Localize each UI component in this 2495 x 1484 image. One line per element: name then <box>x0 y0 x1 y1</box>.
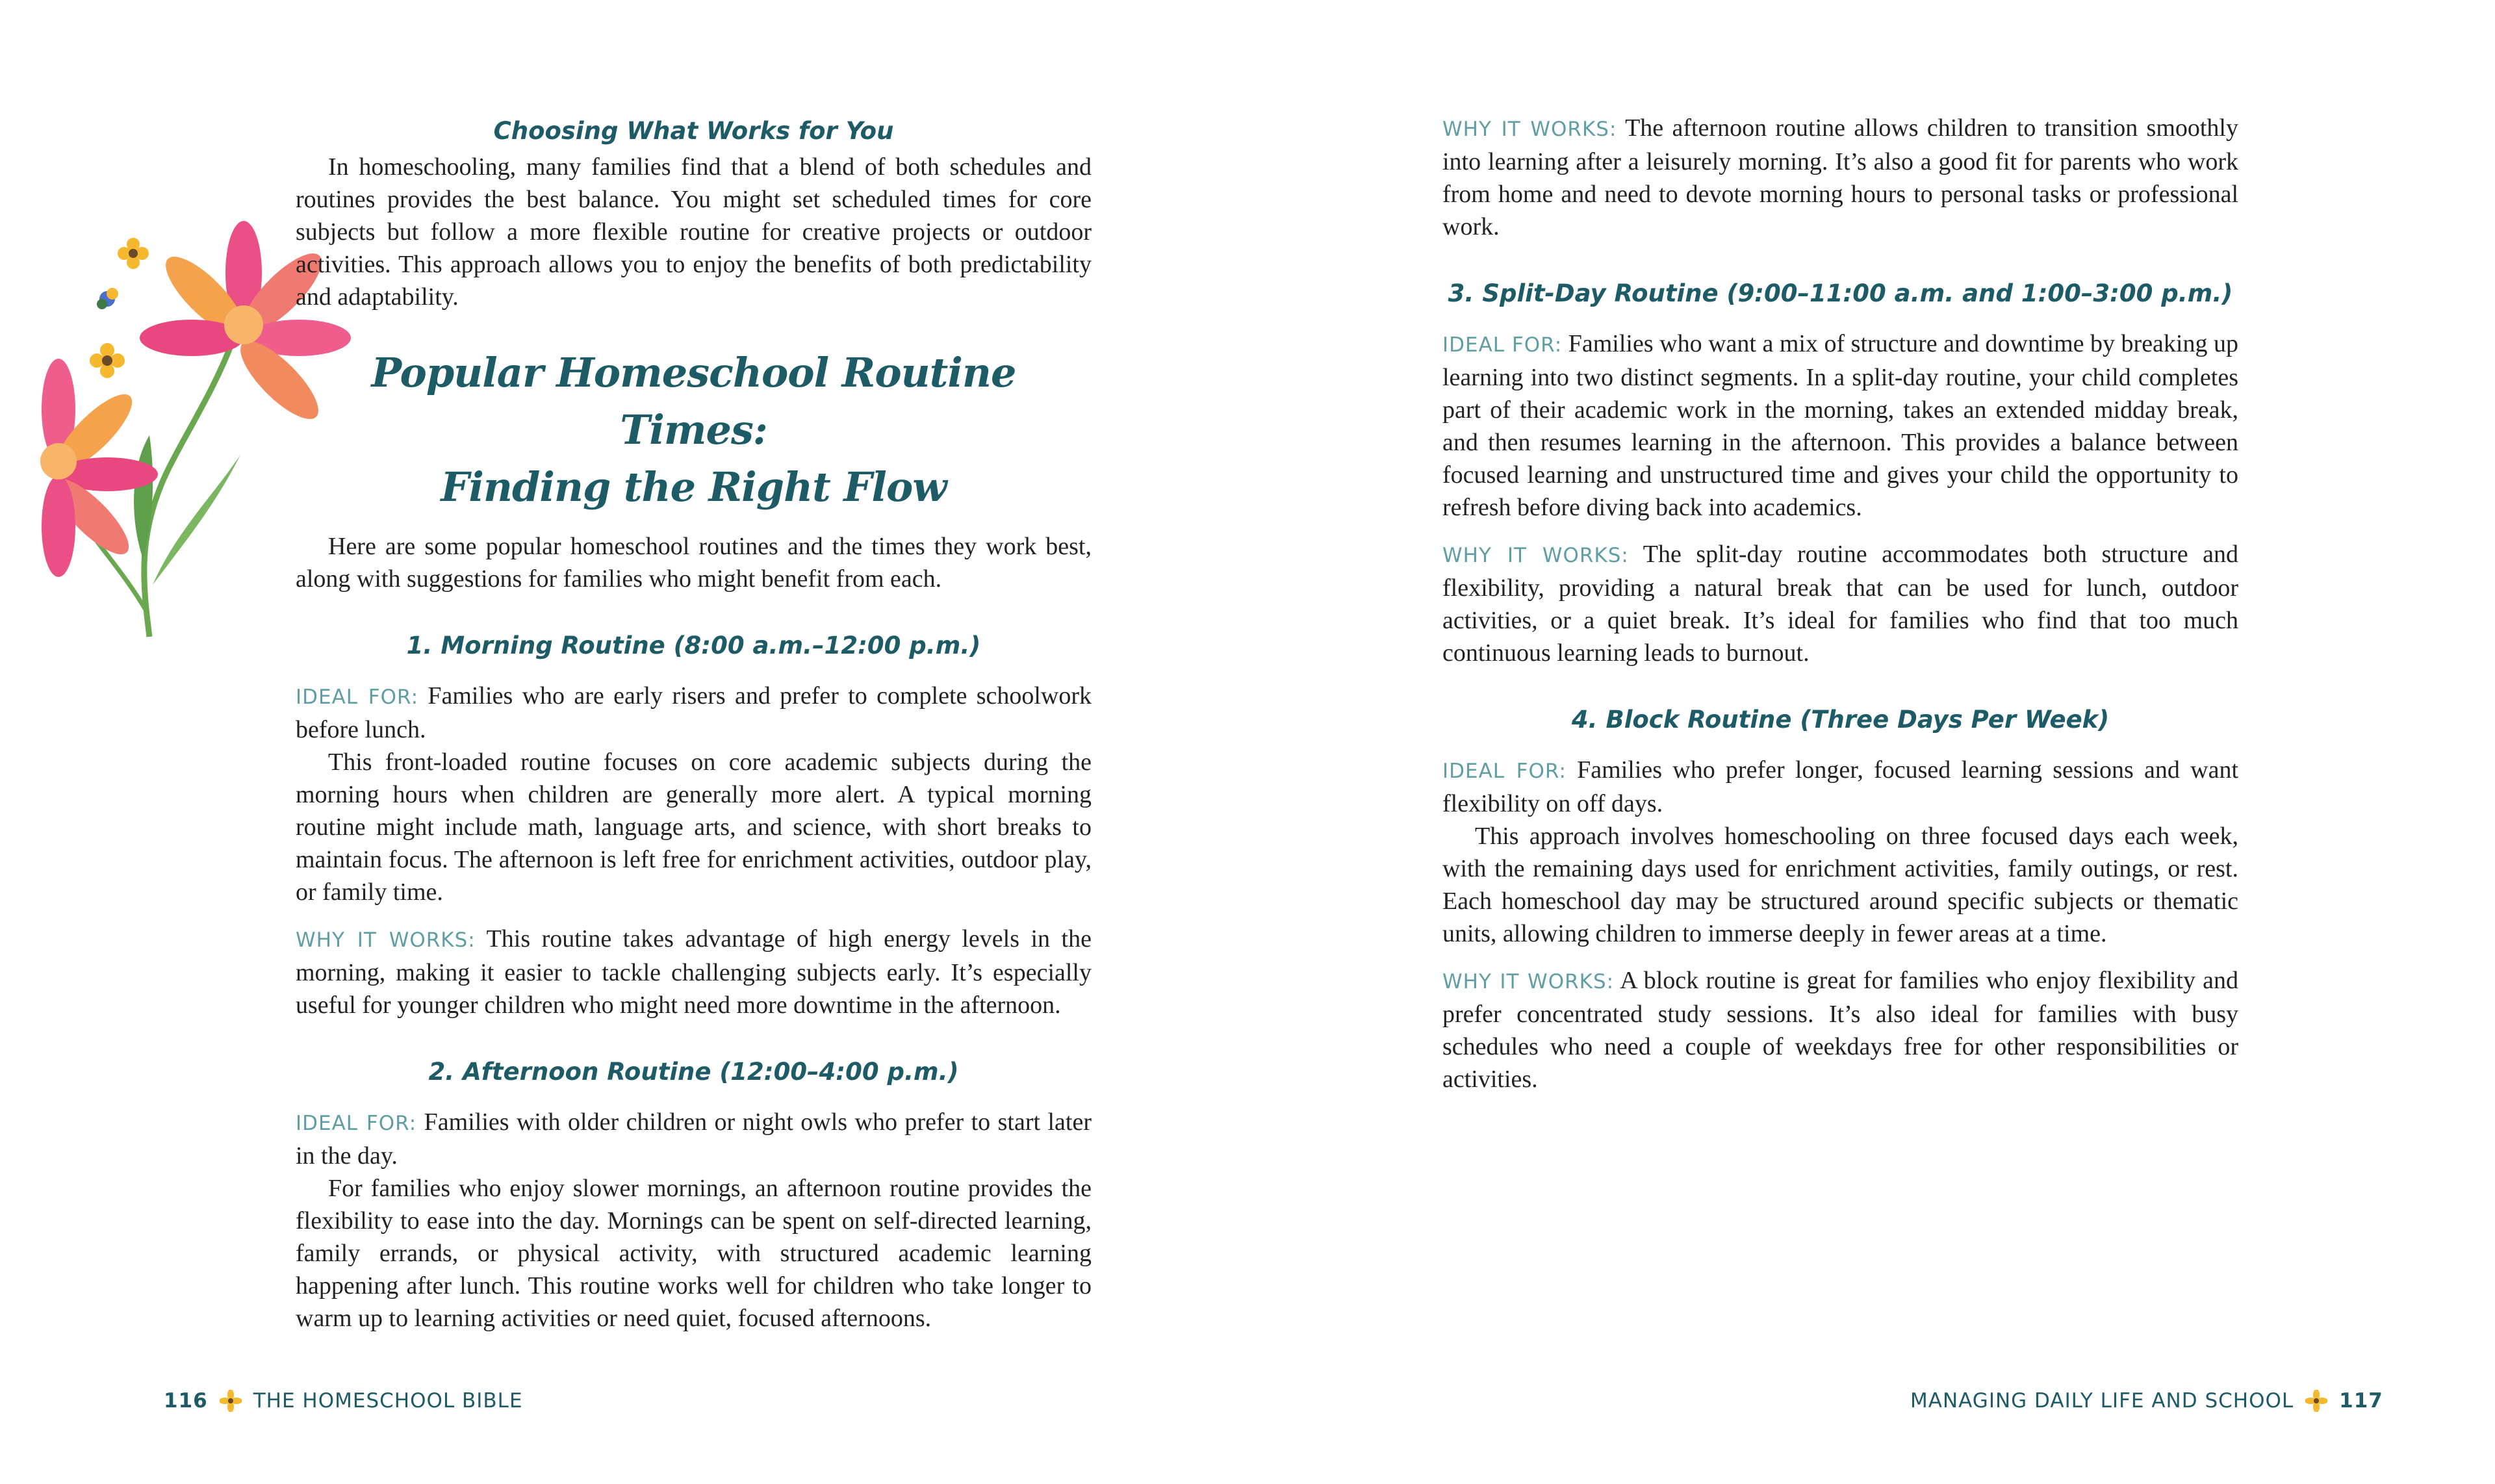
why-label: WHY IT WORKS: <box>1442 970 1615 993</box>
block-why <box>1442 964 2238 1095</box>
morning-ideal <box>296 680 1092 746</box>
morning-body: This front-loaded routine focuses on core academic subjects during the morning hours when children are generally more alert. A typical morning routine might include math, language arts, and science, with short breaks to maintain focus. The afternoon is left free for enrichment activities, outdoor play, or family time. <box>296 748 1092 906</box>
morning-why-text: This routine takes advantage of high energy levels in the morning, making it easier to tackle challenging subjects early. It’s especially useful for younger children who might need more downtime in the afternoon. <box>296 925 1092 1019</box>
morning-heading: 1. Morning Routine (8:00 a.m.–12:00 p.m.) <box>406 632 981 659</box>
right-column <box>1442 112 2238 1095</box>
afternoon-heading: 2. Afternoon Routine (12:00–4:00 p.m.) <box>428 1058 959 1086</box>
ideal-label: IDEAL FOR: <box>1442 760 1567 783</box>
right-footer <box>1910 1389 2383 1413</box>
why-label: WHY IT WORKS: <box>1442 118 1617 141</box>
block-ideal-text: Families who prefer longer, focused learning sessions and want flexibility on off days. <box>1442 756 2238 817</box>
split-why-text: The split-day routine accommodates both structure and flexibility, providing a natural break that can be used for lunch, outdoor activities, or a quiet break. It’s ideal for families who find that too much continuous learning leads to burnout. <box>1442 541 2238 667</box>
afternoon-why <box>1442 112 2238 243</box>
intro-paragraph: Here are some popular homeschool routines and the times they work best, along with suggestions for families who might benefit from each. <box>296 533 1092 593</box>
left-footer <box>164 1389 523 1413</box>
block-heading: 4. Block Routine (Three Days Per Week) <box>1571 706 2110 734</box>
choosing-paragraph: In homeschooling, many families find that a blend of both schedules and routines provides the best balance. You might set scheduled times for core subjects but follow a more flexible routine for creative projects or outdoor activities. This approach allows you to enjoy the benefits of both predictability and adaptability. <box>296 153 1092 311</box>
block-body: This approach involves homeschooling on three focused days each week, with the remaining days used for enrichment activities, family outings, or rest. Each homeschool day may be structured around specific subjects or thematic units, allowing children to immerse deeply in fewer areas at a time. <box>1442 823 2238 947</box>
chapter-title: MANAGING DAILY LIFE AND SCHOOL <box>1910 1389 2294 1413</box>
book-title: THE HOMESCHOOL BIBLE <box>253 1389 523 1413</box>
why-label: WHY IT WORKS: <box>1442 544 1629 567</box>
morning-why <box>296 923 1092 1021</box>
ideal-label: IDEAL FOR: <box>296 685 419 709</box>
split-why <box>1442 538 2238 669</box>
afternoon-ideal-text: Families with older children or night owls who prefer to start later in the day. <box>296 1108 1092 1170</box>
ideal-label: IDEAL FOR: <box>1442 333 1563 357</box>
flower-star-icon <box>2305 1390 2327 1412</box>
why-label: WHY IT WORKS: <box>296 928 476 952</box>
split-ideal-text: Families who want a mix of structure and downtime by breaking up learning into two distinct segments. In a split-day routine, your child completes part of their academic work in the morning, takes an extended midday break, and then resumes learning in the afternoon. This provides a balance between focused learning and unstructured time and gives your child the opportunity to refresh before diving back into academics. <box>1442 330 2239 521</box>
afternoon-body: For families who enjoy slower mornings, an afternoon routine provides the flexibility to ease into the day. Mornings can be spent on self-directed learning, family errands, or physical activity, with structured academic learning happening after lunch. This routine works well for children who take longer to warm up to learning activities or need quiet, focused afternoons. <box>296 1175 1092 1332</box>
ideal-label: IDEAL FOR: <box>296 1112 417 1135</box>
morning-ideal-text: Families who are early risers and prefer to complete schoolwork before lunch. <box>296 682 1092 743</box>
split-ideal <box>1442 327 2238 524</box>
left-column <box>296 112 1092 1335</box>
afternoon-why-text: The afternoon routine allows children to transition smoothly into learning after a leisurely morning. It’s also a good fit for parents who work from home and need to devote morning hours to personal tasks or professional work. <box>1442 114 2238 240</box>
split-heading: 3. Split-Day Routine (9:00–11:00 a.m. and 1:00–3:00 p.m.) <box>1448 279 2233 307</box>
afternoon-ideal <box>296 1106 1092 1172</box>
page-number: 117 <box>2339 1389 2383 1413</box>
choosing-heading: Choosing What Works for You <box>493 117 894 145</box>
flower-star-icon <box>220 1390 242 1412</box>
page-number: 116 <box>164 1389 208 1413</box>
section-title-line1: Popular Homeschool Routine Times: <box>371 349 1016 454</box>
section-title-line2: Finding the Right Flow <box>441 463 947 511</box>
block-why-text: A block routine is great for families who enjoy flexibility and prefer concentrated study sessions. It’s also ideal for families with busy schedules who need a couple of weekdays free for other responsibilities or activities. <box>1442 967 2238 1093</box>
block-ideal <box>1442 754 2238 820</box>
right-page <box>1248 0 2495 1484</box>
